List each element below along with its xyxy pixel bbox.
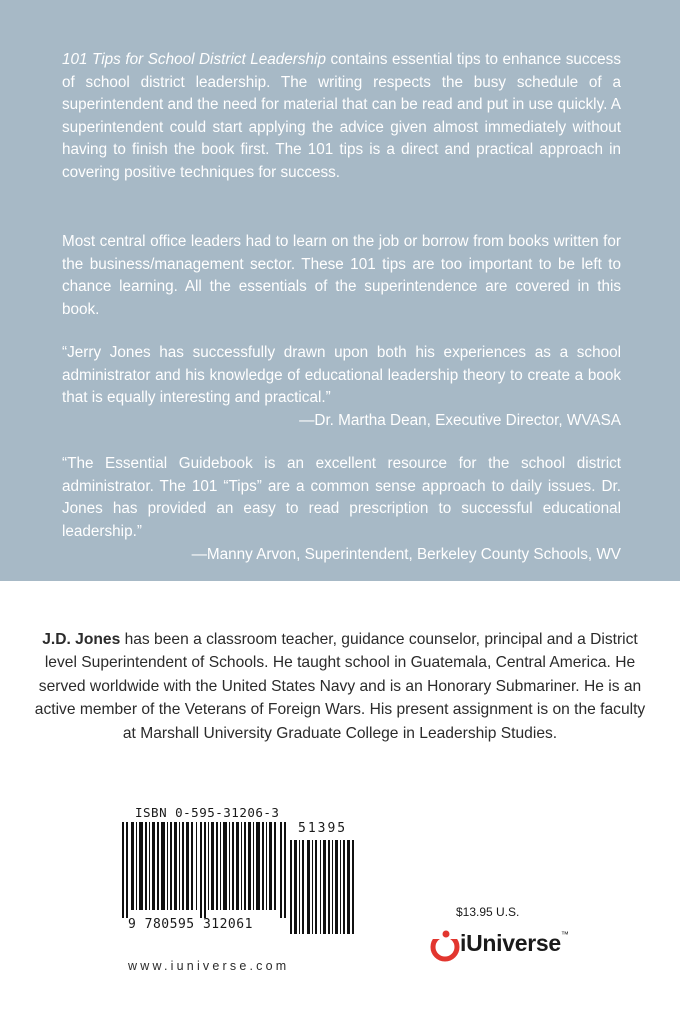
publisher-name-text: iUniverse — [460, 930, 561, 956]
author-name: J.D. Jones — [42, 631, 121, 648]
trademark-symbol: ™ — [560, 930, 569, 939]
addon-barcode — [290, 840, 354, 934]
quote-1-text: “Jerry Jones has successfully drawn upon both his experiences as a school administrator and his knowledge of educational leadership theory to create a book that is equally interesting and practical.” — [62, 344, 621, 407]
description-paragraph-1-text: contains essential tips to enhance success of school district leadership. The writing respects the busy schedule of a superintendent and the need for material that can be read and put in use quickly. A superintendent could start applying the advice given almost immediately without having to finish the book first. The 101 tips is a direct and practical approach in covering positive techniques for success. — [62, 51, 621, 181]
quote-2-attribution: —Manny Arvon, Superintendent, Berkeley County Schools, WV — [191, 546, 621, 563]
quote-2-text: “The Essential Guidebook is an excellent resource for the school district administrator. The 101 “Tips” are a common sense approach to daily issues. Dr. Jones has provided an easy to read prescription to successful educational leadership.” — [62, 455, 621, 540]
ean-digits: 9 780595 312061 — [128, 917, 253, 932]
description-paragraph-2: Most central office leaders had to learn on the job or borrow from books written for the business/management sector. These 101 tips are too important to be left to chance learning. All the essentials of the superintendence are covered in this book. — [62, 233, 621, 318]
author-bio — [30, 628, 650, 745]
quote-1-attribution: —Dr. Martha Dean, Executive Director, WVASA — [299, 412, 621, 429]
publisher-name — [460, 930, 569, 957]
website-url: www.iuniverse.com — [128, 959, 290, 973]
ean-barcode — [122, 822, 286, 918]
iuniverse-logo-icon — [425, 925, 465, 965]
price-label: $13.95 U.S. — [456, 905, 520, 919]
author-bio-text: has been a classroom teacher, guidance counselor, principal and a District level Superintendent of Schools. He taught school in Guatemala, Central America. He served worldwide with the United States Navy and is an Honorary Submariner. He is an active member of the Veterans of Foreign Wars. His present assignment is on the faculty at Marshall University Graduate College in Leadership Studies. — [34, 631, 646, 742]
isbn-label: ISBN 0-595-31206-3 — [135, 805, 280, 820]
description-paragraph-1 — [62, 49, 621, 185]
addon-digits: 51395 — [298, 821, 348, 836]
book-title: 101 Tips for School District Leadership — [62, 51, 326, 68]
